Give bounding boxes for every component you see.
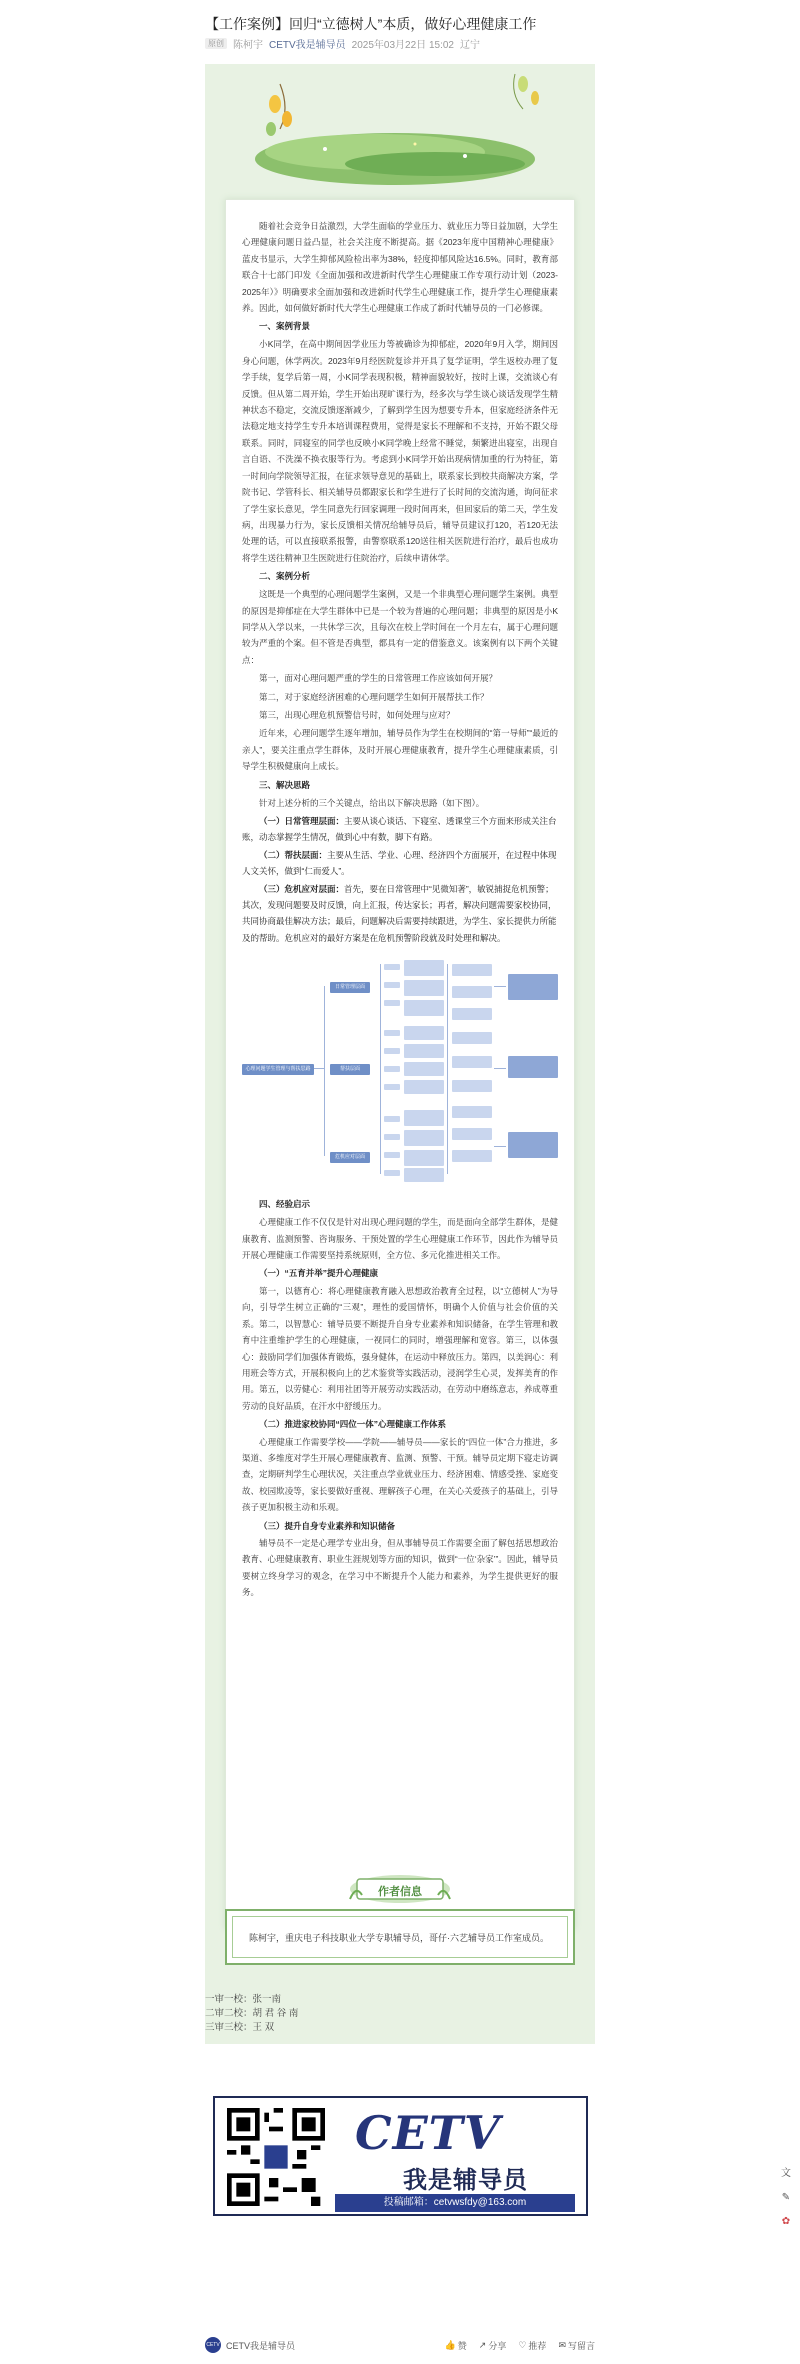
share-button[interactable]: [479, 2339, 507, 2352]
comment-button[interactable]: [558, 2339, 595, 2352]
mindmap-leaf: [384, 1030, 400, 1036]
publish-location: 辽宁: [459, 40, 480, 51]
review-credits: [205, 1993, 298, 2035]
account-avatar[interactable]: CETV: [205, 2337, 221, 2353]
mindmap-leaf: [452, 1032, 492, 1044]
solution-3-text: 首先，要在日常管理中“见微知著”，敏锐捕捉危机预警；其次，发现问题要及时反馈，向上汇报，传达家长；再者，解决问题需要家校协同，共同协商最佳解决方法；最后，问题解决后需要持续跟进，为学生、家长提供力所能及的帮助。危机应对的最好方案是在危机预警阶段就及时处理和解决。: [242, 883, 557, 943]
subheading-3: （三）提升自身专业素养和知识储备: [259, 1520, 396, 1531]
mindmap-connector: [314, 1068, 324, 1069]
translate-icon[interactable]: 文: [781, 2168, 791, 2179]
paragraph: 心理健康工作需要学校——学院——辅导员——家长的“四位一体”合力推进，多渠道、多维度对学生开展心理健康教育、监测、预警、干预。辅导员定期下寝走访调查，定期研判学生心理状况，关注重点学业就业压力、经济困难、情感受挫、家庭变故、校园欺凌等，家长要做好重视、理解孩子心理，在关心关爱孩子的基础上，引导孩子更加积极主动和乐观。: [242, 1436, 558, 1513]
section-heading-4: 四、经验启示: [259, 1199, 311, 1210]
mindmap-leaf: [384, 1152, 400, 1158]
mindmap-leaf: [384, 982, 400, 988]
intro-paragraph: 随着社会竞争日益激烈，大学生面临的学业压力、就业压力等日益加剧，大学生心理健康问题日益凸显，社会关注度不断提高。据《2023年度中国精神心理健康》蓝皮书显示，大学生抑郁风险检出率为38%，轻度抑郁风险达16.5%。同时，教育部联合十七部门印发《全面加强和改进新时代学生心理健康工作专项行动计划（2023-2025年）》明确要求全面加强和改进新时代学生心理健康工作，提升学生心理健康素养。因此，如何做好新时代大学生心理健康工作成了新时代辅导员的一门必修课。: [242, 221, 558, 314]
mindmap-connector: [494, 986, 506, 987]
mindmap-center: 心理问题学生管理与帮扶思路: [242, 1064, 314, 1075]
solution-1: [242, 813, 558, 846]
recommend-button[interactable]: [518, 2339, 546, 2352]
footer-actions: [445, 2339, 595, 2352]
comment-label: 写留言: [567, 2340, 595, 2351]
mindmap-connector: [380, 964, 381, 1174]
mindmap-diagram: [242, 956, 560, 1186]
author-info-box: [225, 1909, 575, 1965]
mindmap-leaf: [384, 1048, 400, 1054]
paragraph: 小K同学，在高中期间因学业压力等被确诊为抑郁症，2020年9月入学，期间因身心问题，休学两次。2023年9月经医院复诊并开具了复学证明，学生返校办理了复学手续，复学后第一周，小K同学表现积极，精神面貌较好，按时上课，交流谈心有反馈。但从第二周开始，学生开始出现旷课行为，经多次与学生谈心谈话发现学生精神状态不稳定，交流反馈逐渐减少，了解到学生因为想要专升本，但家庭经济条件无法稳定地支持学生专升本培训课程费用，觉得是家长不理解和不支持，开始不跟父母联系。同时，同寝室的同学也反映小K同学晚上经常不睡觉，频繁进出寝室，出现自言自语、不洗澡不换衣服等行为。考虑到小K同学开始出现病情加重的行为特征，第一时间向学院领导汇报，在征求领导意见的基础上，联系家长到校共商解决方案，学院书记、学管科长、相关辅导员都跟家长和学生进行了长时间的交流沟通，询问征求了学生家长意见，学生同意先行回家调理一段时间再来，但回家后的第二天，学生发病，出现暴力行为，家长反馈相关情况给辅导员后，辅导员建议打120，若120无法处理的话，可以直接联系报警，由警察联系120送往相关医院进行治疗，最后也成功将学生送往精神卫生医院进行住院治疗，后续申请休学。: [242, 339, 558, 563]
section-heading-1: 一、案例背景: [259, 321, 311, 332]
author-name: 陈柯宇: [233, 40, 263, 51]
mindmap-summary: [508, 1056, 558, 1078]
question-3: 第三，出现心理危机预警信号时，如何处理与应对？: [259, 709, 455, 720]
mindmap-connector: [494, 1146, 506, 1147]
mindmap-leaf: [384, 964, 400, 970]
mindmap-leaf: [452, 1080, 492, 1092]
mindmap-leaf: [384, 1170, 400, 1176]
banner-illustration: [205, 64, 595, 199]
article-meta: [205, 36, 480, 51]
solution-2: [242, 847, 558, 880]
mindmap-leaf: [404, 1044, 444, 1058]
submission-email: 投稿邮箱：cetvwsfdy@163.com: [335, 2194, 575, 2212]
share-icon: ↗: [478, 2339, 487, 2350]
mindmap-leaf: [452, 986, 492, 998]
mindmap-leaf: [404, 1000, 444, 1016]
mindmap-leaf: [452, 964, 492, 976]
like-button[interactable]: [445, 2339, 467, 2352]
mindmap-branch-3: 危机应对层面: [330, 1152, 370, 1163]
mindmap-leaf: [404, 1062, 444, 1076]
mindmap-leaf: [452, 1106, 492, 1118]
author-info-text: 陈柯宇，重庆电子科技职业大学专职辅导员，哥仔·六艺辅导员工作室成员。: [232, 1916, 568, 1958]
article-frame: [205, 64, 595, 2044]
paragraph: 近年来，心理问题学生逐年增加，辅导员作为学生在校期间的“第一导师”“最近的亲人”，要关注重点学生群体，及时开展心理健康教育，提升学生心理健康素质，引导学生积极健康向上成长。: [242, 728, 558, 772]
mindmap-leaf: [404, 1080, 444, 1094]
mindmap-branch-1: 日常管理层面: [330, 982, 370, 993]
subheading-1: （一）“五育并举”提升心理健康: [259, 1268, 379, 1279]
mindmap-leaf: [452, 1128, 492, 1140]
review-line-1: 一审一校：张一南: [205, 1994, 282, 2005]
mindmap-leaf: [384, 1084, 400, 1090]
account-link[interactable]: CETV我是辅导员: [269, 40, 346, 51]
author-badge-label: 作者信息: [378, 1886, 422, 1898]
mindmap-leaf: [452, 1008, 492, 1020]
paragraph: 这既是一个典型的心理问题学生案例，又是一个非典型心理问题学生案例。典型的原因是抑郁症在大学生群体中已是一个较为普遍的心理问题；非典型的原因是小K同学从入学以来，一共休学三次，且每次在校上学时间在一个月左右，属于心理问题较为严重的个案。但不管是否典型，都具有一定的借鉴意义。该案例有以下两个关键点：: [242, 589, 558, 665]
article-title: 【工作案例】回归“立德树人”本质，做好心理健康工作: [205, 16, 537, 32]
mindmap-branch-2: 帮扶层面: [330, 1064, 370, 1075]
promo-slogan: 我是辅导员: [403, 2167, 528, 2194]
solution-3-lead: （三）危机应对层面：: [259, 883, 345, 894]
mindmap-leaf: [452, 1150, 492, 1162]
qr-code-icon[interactable]: [227, 2108, 325, 2206]
paragraph: 针对上述分析的三个关键点，给出以下解决思路（如下图）。: [259, 797, 485, 808]
like-label: 赞: [457, 2340, 467, 2351]
mindmap-leaf: [384, 1000, 400, 1006]
mindmap-leaf: [404, 1150, 444, 1166]
heart-icon: ♡: [518, 2339, 527, 2350]
mindmap-summary: [508, 1132, 558, 1158]
mindmap-leaf: [452, 1056, 492, 1068]
thumb-up-icon: 👍: [444, 2339, 456, 2350]
solution-3: [242, 881, 558, 947]
mindmap-leaf: [384, 1116, 400, 1122]
publish-time: 2025年03月22日 15:02: [351, 40, 454, 51]
review-line-3: 三审三校：王 双: [205, 2022, 275, 2033]
mindmap-leaf: [404, 1110, 444, 1126]
tools-icon[interactable]: ✎: [781, 2192, 791, 2203]
recommend-label: 推荐: [528, 2340, 547, 2351]
comment-icon: ✉: [558, 2339, 566, 2350]
footer-bar: [205, 2334, 595, 2356]
mindmap-leaf: [404, 1168, 444, 1182]
solution-2-lead: （二）帮扶层面：: [259, 849, 328, 860]
solution-1-text: 主要从谈心谈话、下寝室、透课堂三个方面来形成关注台账，动态掌握学生情况，做到心中有数，脚下有路。: [242, 816, 557, 843]
solution-2-text: 主要从生活、学业、心理、经济四个方面展开，在过程中体现人文关怀，做到“仁而爱人”。: [242, 849, 557, 877]
article-card: [225, 199, 575, 1929]
share-label: 分享: [488, 2340, 507, 2351]
promo-banner: [213, 2096, 588, 2216]
mindmap-leaf: [404, 980, 444, 996]
side-toolbar: [780, 2168, 794, 2240]
question-2: 第二，对于家庭经济困难的心理问题学生如何开展帮扶工作？: [259, 691, 489, 702]
solution-1-lead: （一）日常管理层面：: [259, 816, 345, 826]
mindmap-summary: [508, 974, 558, 1000]
footer-account-name[interactable]: CETV我是辅导员: [226, 2340, 296, 2351]
paragraph: 第一，以德育心：将心理健康教育融入思想政治教育全过程，以“立德树人”为导向，引导学生树立正确的“三观”，理性的爱国情怀，明确个人价值与社会价值的关系。第二，以智慧心：辅导员要不断提升自身专业素养和知识储备，在学生管理和教育中注重维护学生的心理健康，一视同仁的同时，增强理解和宽容。第三，以体强心：鼓励同学们加强体育锻炼，强身健体，在运动中释放压力。第四，以美润心：利用班会等方式，开展积极向上的艺术鉴赏等实践活动，浸润学生心灵，发挥美育的作用。第五，以劳健心：利用社团等开展劳动实践活动，在劳动中磨练意志，养成尊重劳动的良好品质，在汗水中舒缓压力。: [242, 1285, 558, 1411]
section-heading-3: 三、解决思路: [259, 779, 311, 790]
mindmap-connector: [447, 964, 448, 1174]
section-heading-2: 二、案例分析: [259, 571, 311, 582]
cetv-logo: CETV: [355, 2106, 501, 2160]
original-tag: 原创: [205, 38, 227, 49]
mindmap-leaf: [384, 1134, 400, 1140]
review-line-2: 二审二校：胡 君 谷 南: [205, 2008, 299, 2019]
question-1: 第一，面对心理问题严重的学生的日常管理工作应该如何开展？: [259, 673, 498, 684]
paragraph: 辅导员不一定是心理学专业出身，但从事辅导员工作需要全面了解包括思想政治教育、心理健康教育、职业生涯规划等方面的知识，做到“一位‘杂家’”。因此，辅导员要树立终身学习的观念，在学习中不断提升个人能力和素养，为学生提供更好的服务。: [242, 1537, 558, 1598]
apps-icon[interactable]: ✿: [781, 2216, 791, 2227]
subheading-2: （二）推进家校协同“四位一体”心理健康工作体系: [259, 1419, 447, 1430]
mindmap-leaf: [404, 960, 444, 976]
mindmap-leaf: [404, 1130, 444, 1146]
mindmap-connector: [324, 986, 325, 1156]
mindmap-leaf: [404, 1026, 444, 1040]
mindmap-leaf: [384, 1066, 400, 1072]
mindmap-connector: [494, 1068, 506, 1069]
paragraph: 心理健康工作不仅仅是针对出现心理问题的学生，而是面向全部学生群体，是健康教育、监测预警、咨询服务、干预处置的学生心理健康工作环节，因此作为辅导员开展心理健康工作需要坚持系统原则，全方位、多元化推进相关工作。: [242, 1217, 558, 1261]
